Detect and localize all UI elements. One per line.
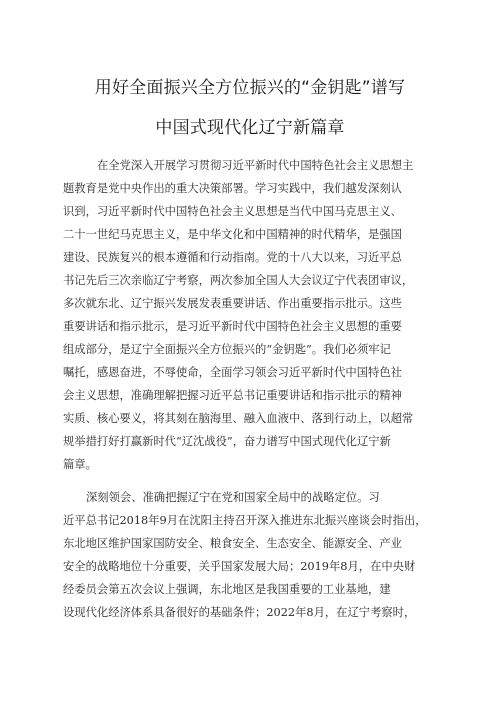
paragraph-line: 会主义思想，准确理解把握习近平总书记重要讲话和指示批示的精神 — [63, 389, 402, 402]
paragraph-line: 规举措打好打赢新时代“辽沈战役”，奋力谱写中国式现代化辽宁新 — [63, 435, 391, 448]
paragraph-line: 重要讲话和指示批示，是习近平新时代中国特色社会主义思想的重要 — [63, 320, 402, 333]
paragraph-line: 书记先后三次亲临辽宁考察，两次参加全国人大会议辽宁代表团审议， — [63, 274, 414, 287]
paragraph-line: 二十一世纪马克思主义，是中华文化和中国精神的时代精华，是强国 — [63, 228, 402, 241]
paragraph-line: 设现代化经济体系具备很好的基础条件；2022年8月，在辽宁考察时， — [63, 606, 416, 619]
paragraph-line: 题教育是党中央作出的重大决策部署。学习实践中，我们越发深刻认 — [63, 182, 402, 195]
paragraph-line: 篇章。 — [63, 458, 97, 471]
paragraph-line: 建设、民族复兴的根本遵循和行动指南。党的十八大以来，习近平总 — [63, 251, 402, 264]
paragraph-line: 实质、核心要义，将其刻在脑海里、融入血液中、落到行动上，以超常 — [63, 412, 414, 425]
paragraph-line: 近平总书记2018年9月在沈阳主持召开深入推进东北振兴座谈会时指出， — [63, 514, 427, 527]
paragraph-line: 嘱托，感恩奋进，不辱使命，全面学习领会习近平新时代中国特色社 — [63, 366, 402, 379]
paragraph-line: 组成部分，是辽宁全面振兴全方位振兴的“金钥匙”。我们必须牢记 — [63, 343, 391, 356]
page-title-line-2: 中国式现代化辽宁新篇章 — [155, 118, 345, 138]
paragraph-line: 在全党深入开展学习贯彻习近平新时代中国特色社会主义思想主 — [97, 159, 414, 172]
paragraph-line: 识到，习近平新时代中国特色社会主义思想是当代中国马克思主义、 — [63, 205, 402, 218]
page-title-line-1: 用好全面振兴全方位振兴的“金钥匙”谱写 — [94, 78, 406, 98]
paragraph-line: 经委员会第五次会议上强调，东北地区是我国重要的工业基地，建 — [63, 583, 391, 596]
paragraph-line: 多次就东北、辽宁振兴发展发表重要讲话、作出重要指示批示。这些 — [63, 297, 402, 310]
paragraph-line: 安全的战略地位十分重要，关乎国家发展大局；2019年8月，在中央财 — [63, 560, 416, 573]
paragraph-line: 东北地区维护国家国防安全、粮食安全、生态安全、能源安全、产业 — [63, 537, 402, 550]
paragraph-line: 深刻领会、准确把握辽宁在党和国家全局中的战略定位。习 — [86, 491, 380, 504]
